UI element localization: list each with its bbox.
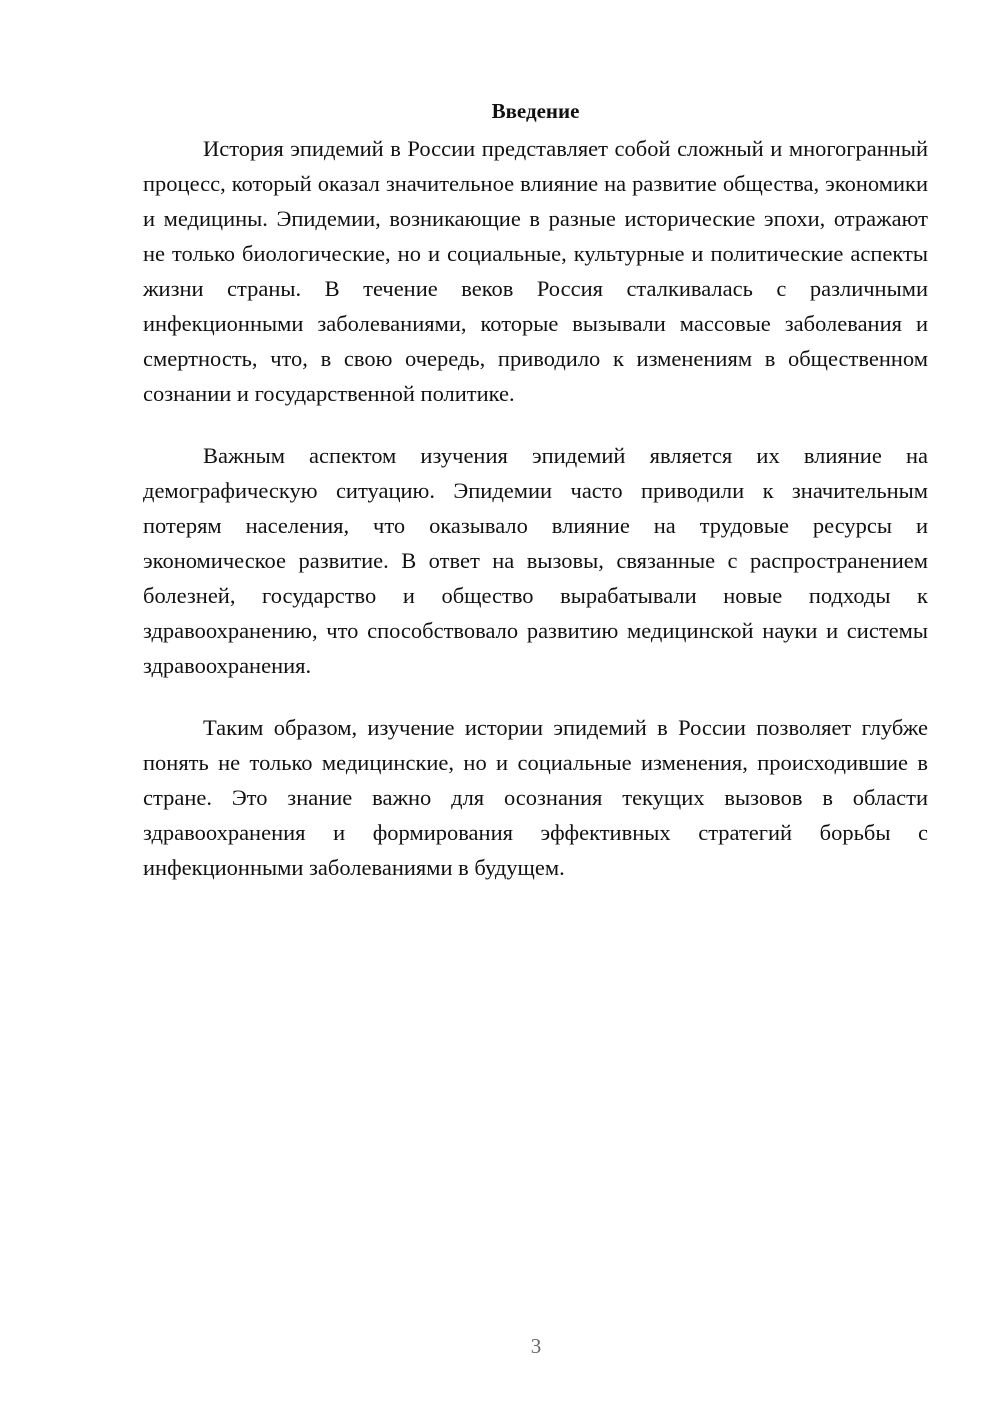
page-content [143, 96, 928, 885]
page-title: Введение [491, 99, 580, 123]
page-number: 3 [530, 1334, 542, 1358]
paragraph-3: Таким образом, изучение истории эпидемий в России позволяет глубже понять не только медицинские, но и социальные изменения, происходившие в стране. Это знание важно для осознания текущих вызовов в области здравоохранения и формирования эффективных стратегий борьбы с инфекционными заболеваниями в будущем. [143, 715, 928, 880]
paragraph-2: Важным аспектом изучения эпидемий является их влияние на демографическую ситуацию. Эпидемии часто приводили к значительным потерям населения, что оказывало влияние на трудовые ресурсы и экономическое развитие. В ответ на вызовы, связанные с распространением болезней, государство и общество вырабатывали новые подходы к здравоохранению, что способствовало развитию медицинской науки и системы здравоохранения. [143, 443, 928, 678]
paragraph-1: История эпидемий в России представляет собой сложный и многогранный процесс, который оказал значительное влияние на развитие общества, экономики и медицины. Эпидемии, возникающие в разные исторические эпохи, отражают не только биологические, но и социальные, культурные и политические аспекты жизни страны. В течение веков Россия сталкивалась с различными инфекционными заболеваниями, которые вызывали массовые заболевания и смертность, что, в свою очередь, приводило к изменениям в общественном сознании и государственной политике. [143, 136, 928, 406]
